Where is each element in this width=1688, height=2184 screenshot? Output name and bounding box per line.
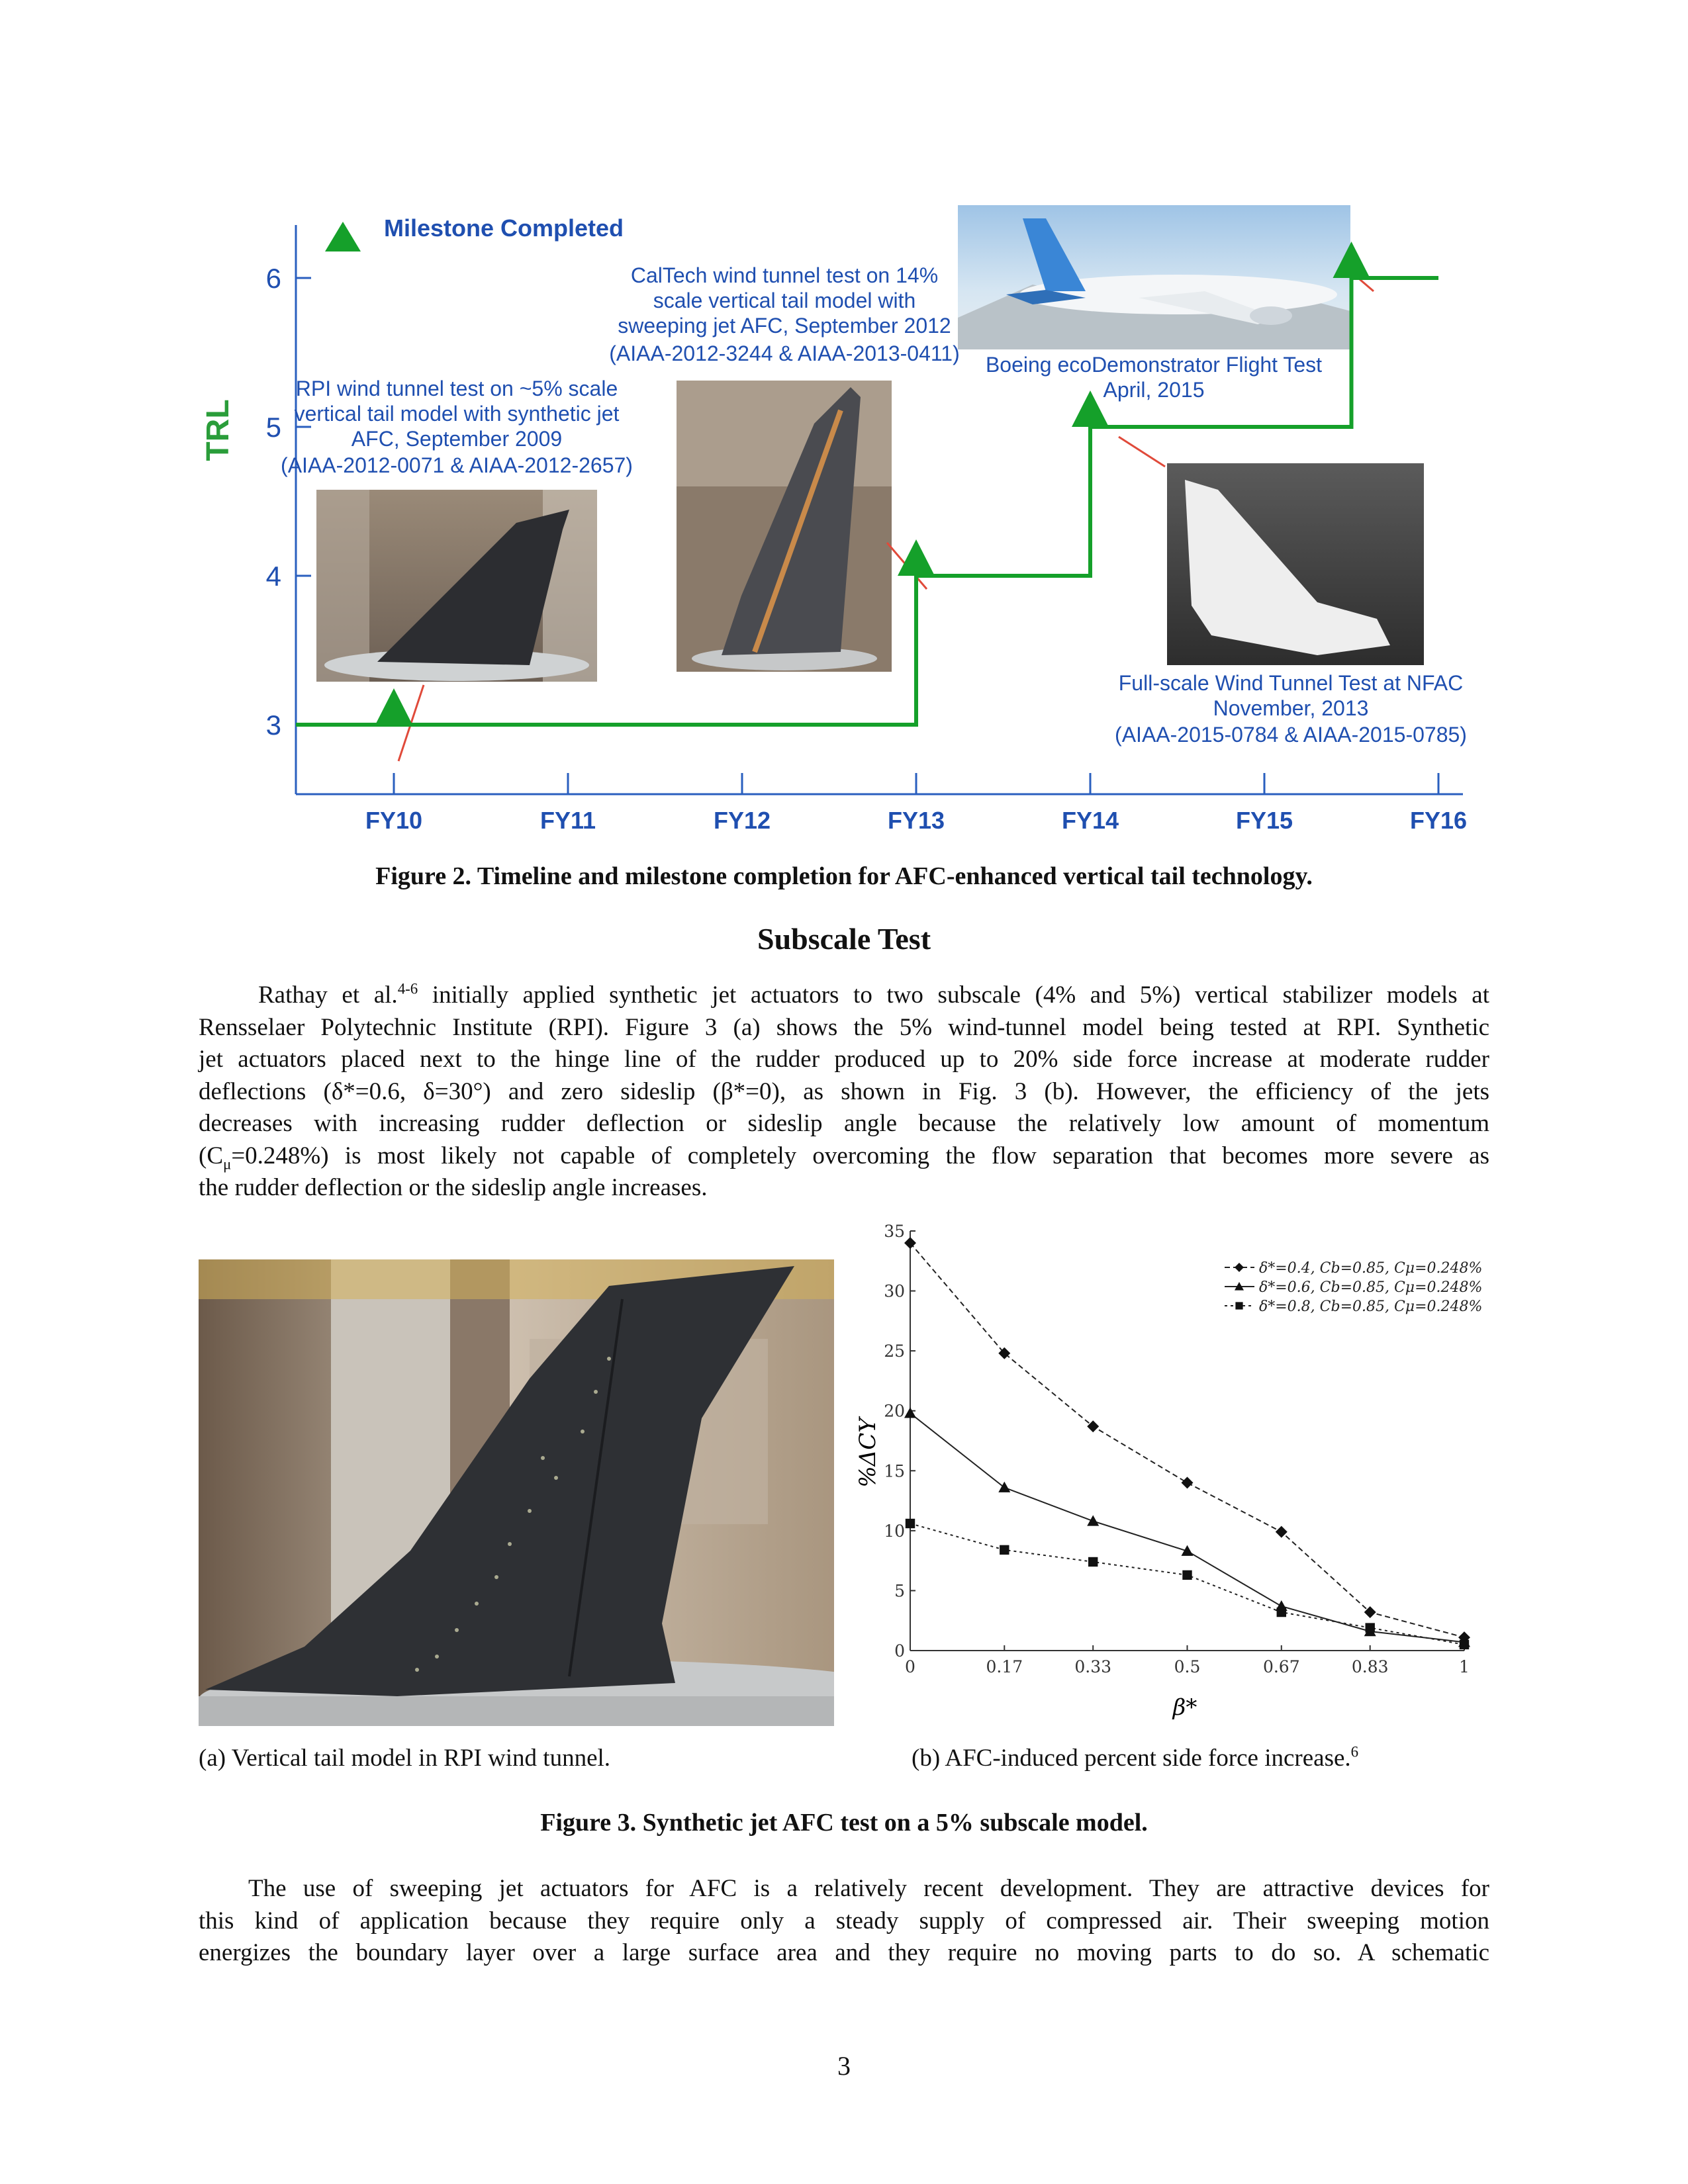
x-tick-label: FY11: [539, 807, 596, 834]
annotation-nfac-line-3: (AIAA-2015-0784 & AIAA-2015-0785): [1115, 723, 1467, 747]
data-point: [1460, 1640, 1469, 1649]
figure-3b-chart: [847, 1214, 1489, 1737]
y-tick-label: 3: [265, 709, 281, 741]
y-tick-label: 15: [884, 1461, 905, 1481]
y-tick-label: 10: [884, 1521, 905, 1541]
x-tick-label: FY12: [713, 807, 771, 834]
annotation-caltech-line-1: CalTech wind tunnel test on 14%: [630, 263, 939, 287]
data-point: [1088, 1557, 1098, 1567]
figure-2-caption: Figure 2. Timeline and milestone completion for AFC-enhanced vertical tail technology.: [375, 862, 1313, 890]
para2-line-1: The use of sweeping jet actuators for AFC is a relatively recent development. They are attractive devices for: [248, 1875, 1489, 1902]
annotation-caltech-line-4: (AIAA-2012-3244 & AIAA-2013-0411): [609, 341, 960, 365]
series-line: [910, 1413, 1464, 1642]
y-tick-label: 0: [894, 1641, 905, 1661]
nfac-tunnel-photo: [1167, 463, 1424, 665]
x-ticks: [365, 773, 1467, 834]
data-point: [1087, 1515, 1099, 1525]
para1-line-6: $(C_\mu=0.248\%)$ is most likely not capable of completely overcoming the flow separation that becomes more severe as: [199, 1142, 1489, 1172]
annotation-nfac-line-1: Full-scale Wind Tunnel Test at NFAC: [1118, 671, 1464, 695]
x-tick-label: 0.5: [1174, 1657, 1201, 1676]
page-number: 3: [837, 2051, 851, 2081]
data-point: [998, 1482, 1010, 1492]
figure-3a-caption: (a) Vertical tail model in RPI wind tunnel.: [199, 1745, 611, 1772]
x-tick-label: FY16: [1409, 807, 1468, 834]
paragraph-2: [199, 1873, 1489, 1970]
x-tick-label: FY14: [1061, 807, 1119, 834]
y-axis-label: TRL: [201, 399, 236, 461]
milestone-triangle-icon: [898, 539, 935, 576]
data-point: [1276, 1526, 1288, 1538]
legend: [325, 214, 624, 251]
data-point: [1235, 1263, 1244, 1272]
annotation-caltech-line-2: scale vertical tail model with: [653, 289, 916, 312]
para2-line-2: this kind of application because they require only a steady supply of compressed air. Their sweeping motion: [199, 1907, 1489, 1934]
y-tick-label: 4: [265, 561, 281, 592]
rpi-vertical-tail-photo: [199, 1259, 834, 1726]
data-point: [1366, 1623, 1375, 1632]
figure-2-timeline-chart: [0, 0, 1688, 847]
y-tick-label: 6: [265, 263, 281, 294]
y-tick-label: 5: [894, 1581, 905, 1601]
x-tick-label: 0: [905, 1657, 915, 1676]
legend-label: Milestone Completed: [384, 214, 624, 242]
data-point: [1182, 1545, 1194, 1556]
para1-line-1: Rathay et al.$^{4-6}$ initially applied synthetic jet actuators to two subscale (4% and 5%) vertical stabilizer models at: [258, 980, 1489, 1009]
x-tick-label: 0.83: [1351, 1657, 1389, 1676]
x-tick-label: 0.17: [986, 1657, 1023, 1676]
x-tick-label: FY10: [365, 807, 423, 834]
para1-line-4: deflections (δ*=0.6, δ=30°) and zero sideslip (β*=0), as shown in Fig. 3 (b). However, the efficiency of the jets: [199, 1077, 1489, 1105]
milestone-triangle-icon: [375, 688, 412, 725]
y-tick-label: 35: [884, 1222, 905, 1241]
x-axis-label: β*: [1172, 1694, 1197, 1721]
figure-3b-caption: (b) AFC-induced percent side force increase.$^6$: [912, 1743, 1359, 1772]
milestone-triangle-icon: [325, 222, 361, 251]
y-tick-label: 30: [884, 1281, 905, 1301]
y-ticks: [266, 263, 311, 741]
data-point: [1000, 1545, 1009, 1555]
x-tick-label: 1: [1459, 1657, 1470, 1676]
x-tick-label: 0.67: [1262, 1657, 1300, 1676]
annotation-nfac-line-2: November, 2013: [1213, 696, 1369, 720]
series-group: [904, 1407, 1470, 1647]
para2-line-3: energizes the boundary layer over a large surface area and they require no moving parts to do so. A schematic: [199, 1939, 1489, 1966]
data-point: [904, 1237, 916, 1249]
data-point: [904, 1407, 916, 1418]
legend-label: δ*=0.8, Cb=0.85, Cμ=0.248%: [1259, 1298, 1483, 1315]
y-axis-label: %ΔCY: [855, 1418, 881, 1488]
y-tick-label: 5: [265, 412, 281, 443]
annotation-boeing-line-2: April, 2015: [1103, 378, 1205, 402]
series-line: [910, 1524, 1464, 1645]
legend-label: δ*=0.4, Cb=0.85, Cμ=0.248%: [1259, 1260, 1483, 1277]
data-point: [906, 1519, 915, 1528]
para1-line-3: jet actuators placed next to the hinge line of the rudder produced up to 20% side force increase at moderate rudder: [199, 1046, 1489, 1073]
data-point: [1235, 1302, 1243, 1309]
para1-line-2: Rensselaer Polytechnic Institute (RPI). Figure 3 (a) shows the 5% wind-tunnel model being tested at RPI. Synthetic: [199, 1013, 1489, 1041]
y-tick-label: 20: [884, 1401, 905, 1421]
annotation-caltech-line-3: sweeping jet AFC, September 2012: [618, 314, 951, 338]
para1-line-7: the rudder deflection or the sideslip angle increases.: [199, 1174, 708, 1201]
x-tick-label: FY13: [887, 807, 945, 834]
rpi-tunnel-photo: [316, 490, 597, 682]
data-point: [1277, 1608, 1286, 1617]
annotation-boeing-line-1: Boeing ecoDemonstrator Flight Test: [985, 353, 1323, 377]
para1-line-5: decreases with increasing rudder deflection or sideslip angle because the relatively low amount of momentum: [199, 1110, 1489, 1137]
x-tick-label: FY15: [1235, 807, 1293, 834]
annotation-rpi-line-3: AFC, September 2009: [351, 427, 563, 451]
legend-label: δ*=0.6, Cb=0.85, Cμ=0.248%: [1259, 1279, 1483, 1296]
data-point: [1182, 1570, 1192, 1580]
section-heading: Subscale Test: [757, 922, 931, 956]
figure-3-caption: Figure 3. Synthetic jet AFC test on a 5% subscale model.: [540, 1809, 1148, 1837]
paragraph-1: [199, 979, 1489, 1205]
annotation-rpi-line-1: RPI wind tunnel test on ~5% scale: [295, 377, 618, 400]
legend: [1225, 1260, 1482, 1315]
y-tick-label: 25: [884, 1342, 905, 1361]
caltech-tunnel-photo: [677, 381, 892, 672]
ecodemonstrator-photo: [958, 205, 1350, 349]
annotation-rpi-line-4: (AIAA-2012-0071 & AIAA-2012-2657): [281, 453, 633, 477]
x-tick-label: 0.33: [1074, 1657, 1112, 1676]
data-point: [1182, 1477, 1194, 1488]
annotation-rpi-line-2: vertical tail model with synthetic jet: [294, 402, 620, 426]
series-group: [906, 1519, 1469, 1649]
